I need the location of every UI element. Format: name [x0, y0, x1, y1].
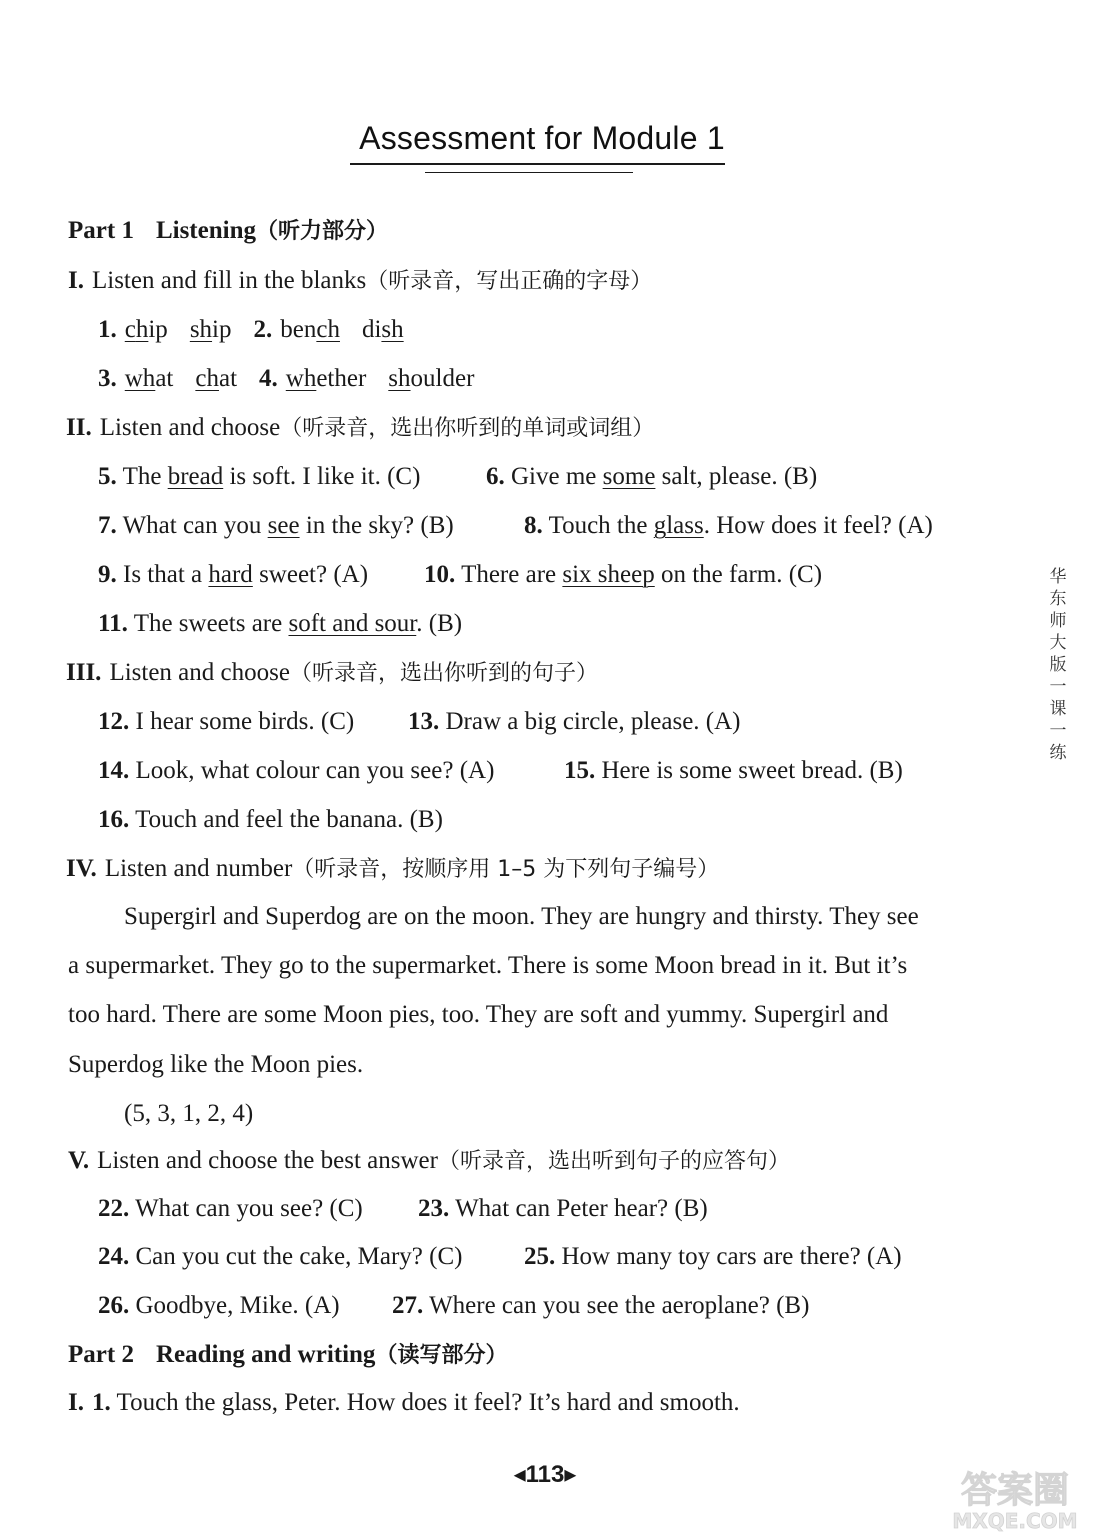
word-chat: chat: [195, 365, 238, 392]
part1-name: Listening: [155, 217, 256, 244]
page-number: ◂113▸: [513, 1461, 577, 1488]
part2-item-1: I. 1. Touch the glass, Peter. How does it feel? It’s hard and smooth.: [68, 1389, 740, 1416]
item-16: 16. Touch and feel the banana. (B): [98, 806, 443, 833]
section5-cn: （听录音，选出听到句子的应答句）: [437, 1149, 790, 1174]
section1-num: I.: [68, 267, 84, 294]
part2-heading: [68, 1340, 507, 1371]
item-23: 23. What can Peter hear? (B): [418, 1195, 708, 1222]
item-number: 1.: [98, 316, 117, 343]
section1-heading: [68, 266, 652, 297]
section3-cn: （听录音，选出你听到的句子）: [289, 661, 598, 686]
section5-num: V.: [68, 1147, 90, 1174]
item-14: 14. Look, what colour can you see? (A): [98, 757, 495, 784]
section1-text: Listen and fill in the blanks: [91, 267, 367, 294]
part1-cn: （听力部分）: [255, 219, 388, 244]
word-chip: chip: [124, 316, 168, 343]
section2-cn: （听录音，选出你听到的单词或词组）: [280, 416, 655, 441]
item-24: 24. Can you cut the cake, Mary? (C): [98, 1243, 463, 1270]
section3-heading: [66, 658, 598, 689]
item-5: 5. The bread is soft. I like it. (C): [98, 463, 421, 490]
item-7: 7. What can you see in the sky? (B): [98, 512, 454, 539]
item-12: 12. I hear some birds. (C): [98, 708, 355, 735]
item-13: 13. Draw a big circle, please. (A): [408, 708, 741, 735]
passage-answer: (5, 3, 1, 2, 4): [124, 1100, 254, 1127]
word-dish: dish: [361, 316, 404, 343]
title-box: [346, 112, 738, 164]
section4-heading: [66, 854, 719, 885]
part1-label: Part 1: [68, 217, 134, 244]
item-15: 15. Here is some sweet bread. (B): [564, 757, 903, 784]
word-bench: bench: [280, 316, 340, 343]
section4-cn: （听录音，按顺序用 1–5 为下列句子编号）: [292, 857, 720, 882]
word-whether: whether: [285, 365, 367, 392]
item-number: 3.: [98, 365, 117, 392]
item-11: 11. The sweets are soft and sour. (B): [98, 610, 463, 637]
section5-text: Listen and choose the best answer: [97, 1147, 438, 1174]
passage-line-2: a supermarket. They go to the supermarket. There is some Moon bread in it. But it’s: [68, 952, 908, 979]
section3-num: III.: [66, 659, 102, 686]
section4-text: Listen and number: [104, 855, 293, 882]
section1-row2: [98, 364, 474, 394]
item-10: 10. There are six sheep on the farm. (C): [424, 561, 823, 588]
watermark-bottom: MXQE.COM: [952, 1509, 1078, 1532]
part2-name: Reading and writing: [155, 1341, 376, 1368]
item-8: 8. Touch the glass. How does it feel? (A): [524, 512, 933, 539]
item-25: 25. How many toy cars are there? (A): [524, 1243, 902, 1270]
passage-line-3: too hard. There are some Moon pies, too. They are soft and yummy. Supergirl and: [68, 1001, 889, 1028]
item-9: 9. Is that a hard sweet? (A): [98, 561, 369, 588]
section4-num: IV.: [66, 855, 97, 882]
item-6: 6. Give me some salt, please. (B): [486, 463, 818, 490]
section5-heading: [68, 1146, 790, 1177]
title-rule-short: [425, 172, 633, 173]
side-publisher-text: 华东师大版一课一练: [1049, 567, 1067, 763]
section1-cn: （听录音，写出正确的字母）: [366, 269, 653, 294]
watermark-top: 答案圈: [960, 1470, 1070, 1511]
word-ship: ship: [189, 316, 232, 343]
part2-label: Part 2: [68, 1341, 134, 1368]
item-26: 26. Goodbye, Mike. (A): [98, 1292, 340, 1319]
passage-line-1: Supergirl and Superdog are on the moon. They are hungry and thirsty. They see: [124, 903, 919, 930]
item-number: 4.: [259, 365, 278, 392]
section3-text: Listen and choose: [109, 659, 290, 686]
item-number: 2.: [253, 316, 273, 343]
word-shoulder: shoulder: [388, 365, 475, 392]
word-what: what: [124, 365, 174, 392]
section2-heading: [66, 413, 654, 444]
passage-line-4: Superdog like the Moon pies.: [68, 1051, 364, 1078]
section2-text: Listen and choose: [99, 414, 281, 441]
page-title: Assessment for Module 1: [359, 119, 725, 156]
item-27: 27. Where can you see the aeroplane? (B): [392, 1292, 810, 1319]
watermark-logo: [930, 1462, 1100, 1532]
part2-cn: （读写部分）: [375, 1343, 508, 1368]
section2-num: II.: [66, 414, 92, 441]
title-rule: [350, 163, 725, 165]
section1-row1: [98, 315, 404, 345]
part1-heading: [68, 216, 388, 247]
item-22: 22. What can you see? (C): [98, 1195, 363, 1222]
